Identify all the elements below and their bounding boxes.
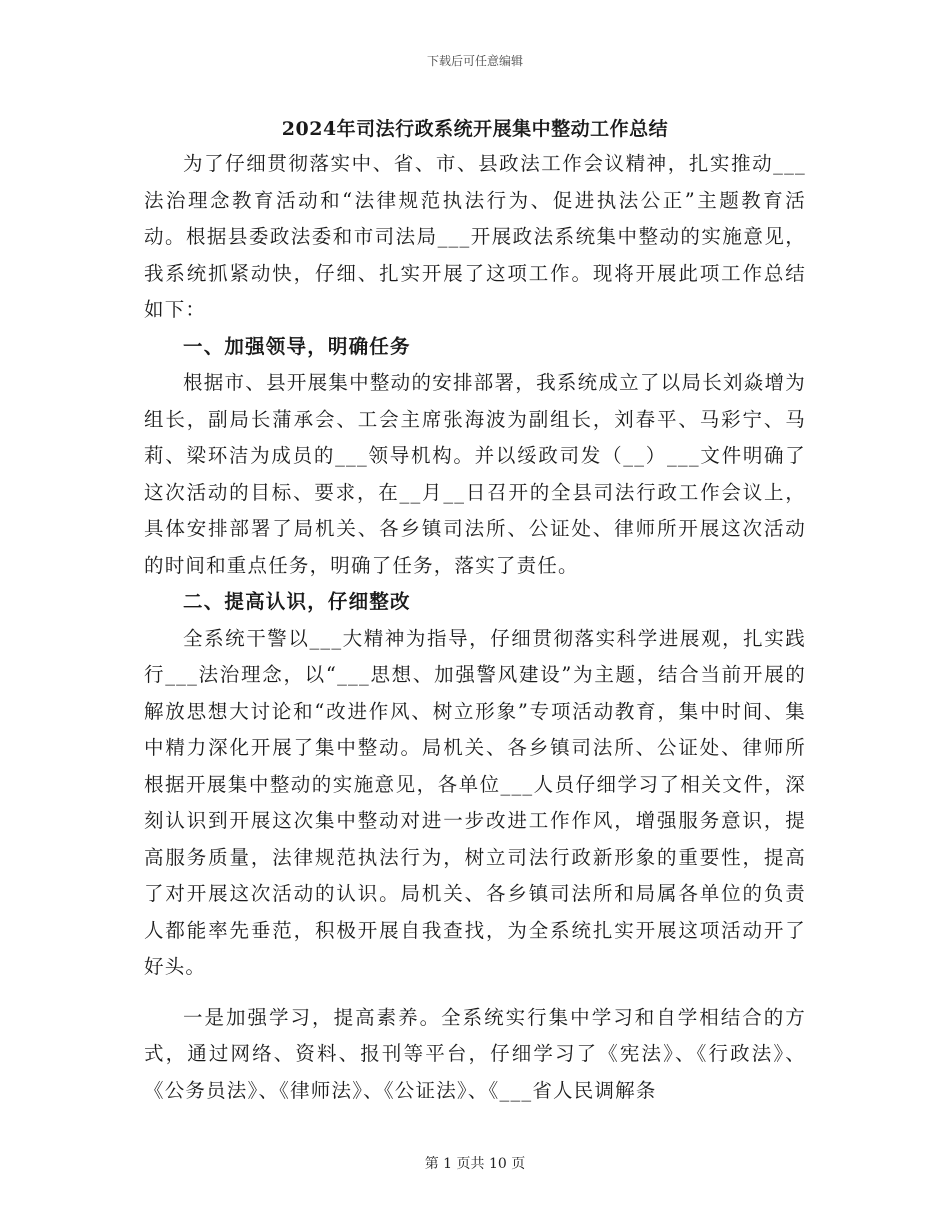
intro-paragraph: 为了仔细贯彻落实中、省、市、县政法工作会议精神，扎实推动___法治理念教育活动和“法律规范执法行为、促进执法公正”主题教育活动。根据县委政法委和市司法局___开展政法系统集中整动的实施意见，我系统抓紧动快，仔细、扎实开展了这项工作。现将开展此项工作总结如下： (144, 152, 806, 321)
document-body (144, 146, 806, 1109)
section-2-paragraph: 全系统干警以___大精神为指导，仔细贯彻落实科学进展观，扎实践行___法治理念，以“___思想、加强警风建设”为主题，结合当前开展的解放思想大讨论和“改进作风、树立形象”专项活动教育，集中时间、集中精力深化开展了集中整动。局机关、各乡镇司法所、公证处、律师所根据开展集中整动的实施意见，各单位___人员仔细学习了相关文件，深刻认识到开展这次集中整动对进一步改进工作作风，增强服务意识，提高服务质量，法律规范执法行为，树立司法行政新形象的重要性，提高了对开展这次活动的认识。局机关、各乡镇司法所和局属各单位的负责人都能率先垂范，积极开展自我查找，为全系统扎实开展这项活动开了好头。 (144, 626, 806, 978)
section-heading-1: 一、加强领导，明确任务 (183, 334, 411, 358)
page-header-note: 下载后可任意编辑 (426, 54, 523, 68)
page-number-footer: 第 1 页共 10 页 (424, 1156, 526, 1172)
section-heading-2: 二、提高认识，仔细整改 (183, 590, 411, 613)
document-title: 2024年司法行政系统开展集中整动工作总结 (281, 118, 669, 140)
section-1-paragraph: 根据市、县开展集中整动的安排部署，我系统成立了以局长刘焱增为组长，副局长蒲承会、工会主席张海波为副组长，刘春平、马彩宁、马莉、梁环洁为成员的___领导机构。并以绥政司发（__）___文件明确了这次活动的目标、要求，在__月__日召开的全县司法行政工作会议上，具体安排部署了局机关、各乡镇司法所、公证处、律师所开展这次活动的时间和重点任务，明确了任务，落实了责任。 (144, 371, 806, 577)
study-paragraph: 一是加强学习，提高素养。全系统实行集中学习和自学相结合的方式，通过网络、资料、报刊等平台，仔细学习了《宪法》、《行政法》、《公务员法》、《律师法》、《公证法》、《___省人民调解条 (144, 1005, 806, 1102)
